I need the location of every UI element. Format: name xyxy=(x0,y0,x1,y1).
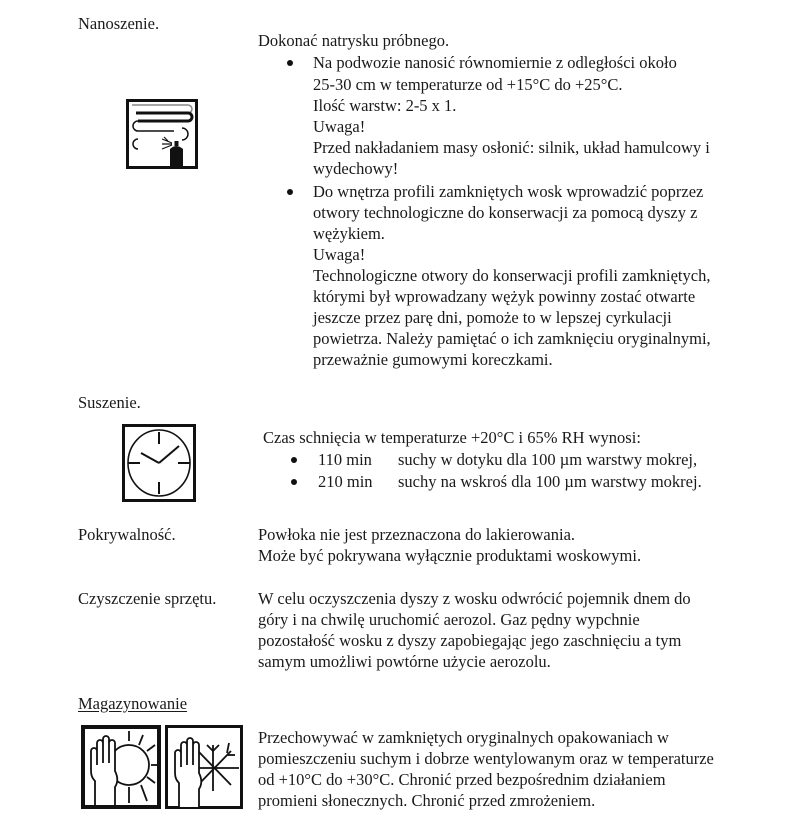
text-line: Może być pokrywana wyłącznie produktami woskowymi. xyxy=(258,546,642,565)
text-line: samym umożliwi powtórne użycie aerozolu. xyxy=(258,652,551,671)
drying-time: 110 min xyxy=(318,450,372,469)
drying-description: suchy w dotyku dla 100 µm warstwy mokrej, xyxy=(398,450,698,469)
text-line: którymi był wprowadzany wężyk powinny zostać otwarte xyxy=(313,287,696,306)
text-line: W celu oczyszczenia dyszy z wosku odwrócić pojemnik dnem do xyxy=(258,589,691,608)
section-heading-storage: Magazynowanie xyxy=(78,694,188,713)
section-heading-coverage: Pokrywalność. xyxy=(78,525,176,544)
text-line: Ilość warstw: 2-5 x 1. xyxy=(313,96,457,115)
application-intro: Dokonać natrysku próbnego. xyxy=(258,31,450,50)
protect-from-sun-icon xyxy=(81,725,161,809)
text-line: przeważnie gumowymi koreczkami. xyxy=(313,350,553,369)
section-heading-cleaning: Czyszczenie sprzętu. xyxy=(78,589,217,608)
protect-from-frost-icon xyxy=(165,725,243,809)
drying-description: suchy na wskroś dla 100 µm warstwy mokrej. xyxy=(398,472,702,491)
text-line: wydechowy! xyxy=(313,159,399,178)
bullet-marker xyxy=(291,457,297,463)
text-line: Uwaga! xyxy=(313,117,366,136)
text-line: 25-30 cm w temperaturze od +15°C do +25°C. xyxy=(313,75,623,94)
text-line: promieni słonecznych. Chronić przed zmrożeniem. xyxy=(258,791,596,810)
clock-icon xyxy=(122,424,196,502)
text-line: Przed nakładaniem masy osłonić: silnik, układ hamulcowy i xyxy=(313,138,710,157)
text-line: Do wnętrza profili zamkniętych wosk wprowadzić poprzez xyxy=(313,182,704,201)
text-line: pozostałość wosku z dyszy zapobiegając jego zaschnięciu a tym xyxy=(258,631,682,650)
text-line: Technologiczne otwory do konserwacji profili zamkniętych, xyxy=(313,266,711,285)
text-line: Na podwozie nanosić równomiernie z odległości około xyxy=(313,53,677,72)
bullet-marker xyxy=(291,479,297,485)
drying-time: 210 min xyxy=(318,472,373,491)
section-heading-application: Nanoszenie. xyxy=(78,14,160,33)
text-line: góry i na chwilę uruchomić aerozol. Gaz pędny wypchnie xyxy=(258,610,640,629)
section-heading-drying: Suszenie. xyxy=(78,393,141,412)
text-line: jeszcze przez parę dni, pomoże to w lepszej cyrkulacji xyxy=(313,308,672,327)
text-line: Powłoka nie jest przeznaczona do lakierowania. xyxy=(258,525,576,544)
bullet-marker xyxy=(287,189,293,195)
bullet-marker xyxy=(287,60,293,66)
text-line: otwory technologiczne do konserwacji za pomocą dyszy z xyxy=(313,203,698,222)
text-line: od +10°C do +30°C. Chronić przed bezpośrednim działaniem xyxy=(258,770,666,789)
text-line: wężykiem. xyxy=(313,224,385,243)
drying-intro: Czas schnięcia w temperaturze +20°C i 65% RH wynosi: xyxy=(263,428,641,447)
text-line: Uwaga! xyxy=(313,245,366,264)
text-line: powietrza. Należy pamiętać o ich zamknięciu oryginalnymi, xyxy=(313,329,711,348)
text-line: pomieszczeniu suchym i dobrze wentylowanym oraz w temperaturze xyxy=(258,749,714,768)
spray-can-icon xyxy=(126,99,198,169)
text-line: Przechowywać w zamkniętych oryginalnych opakowaniach w xyxy=(258,728,669,747)
